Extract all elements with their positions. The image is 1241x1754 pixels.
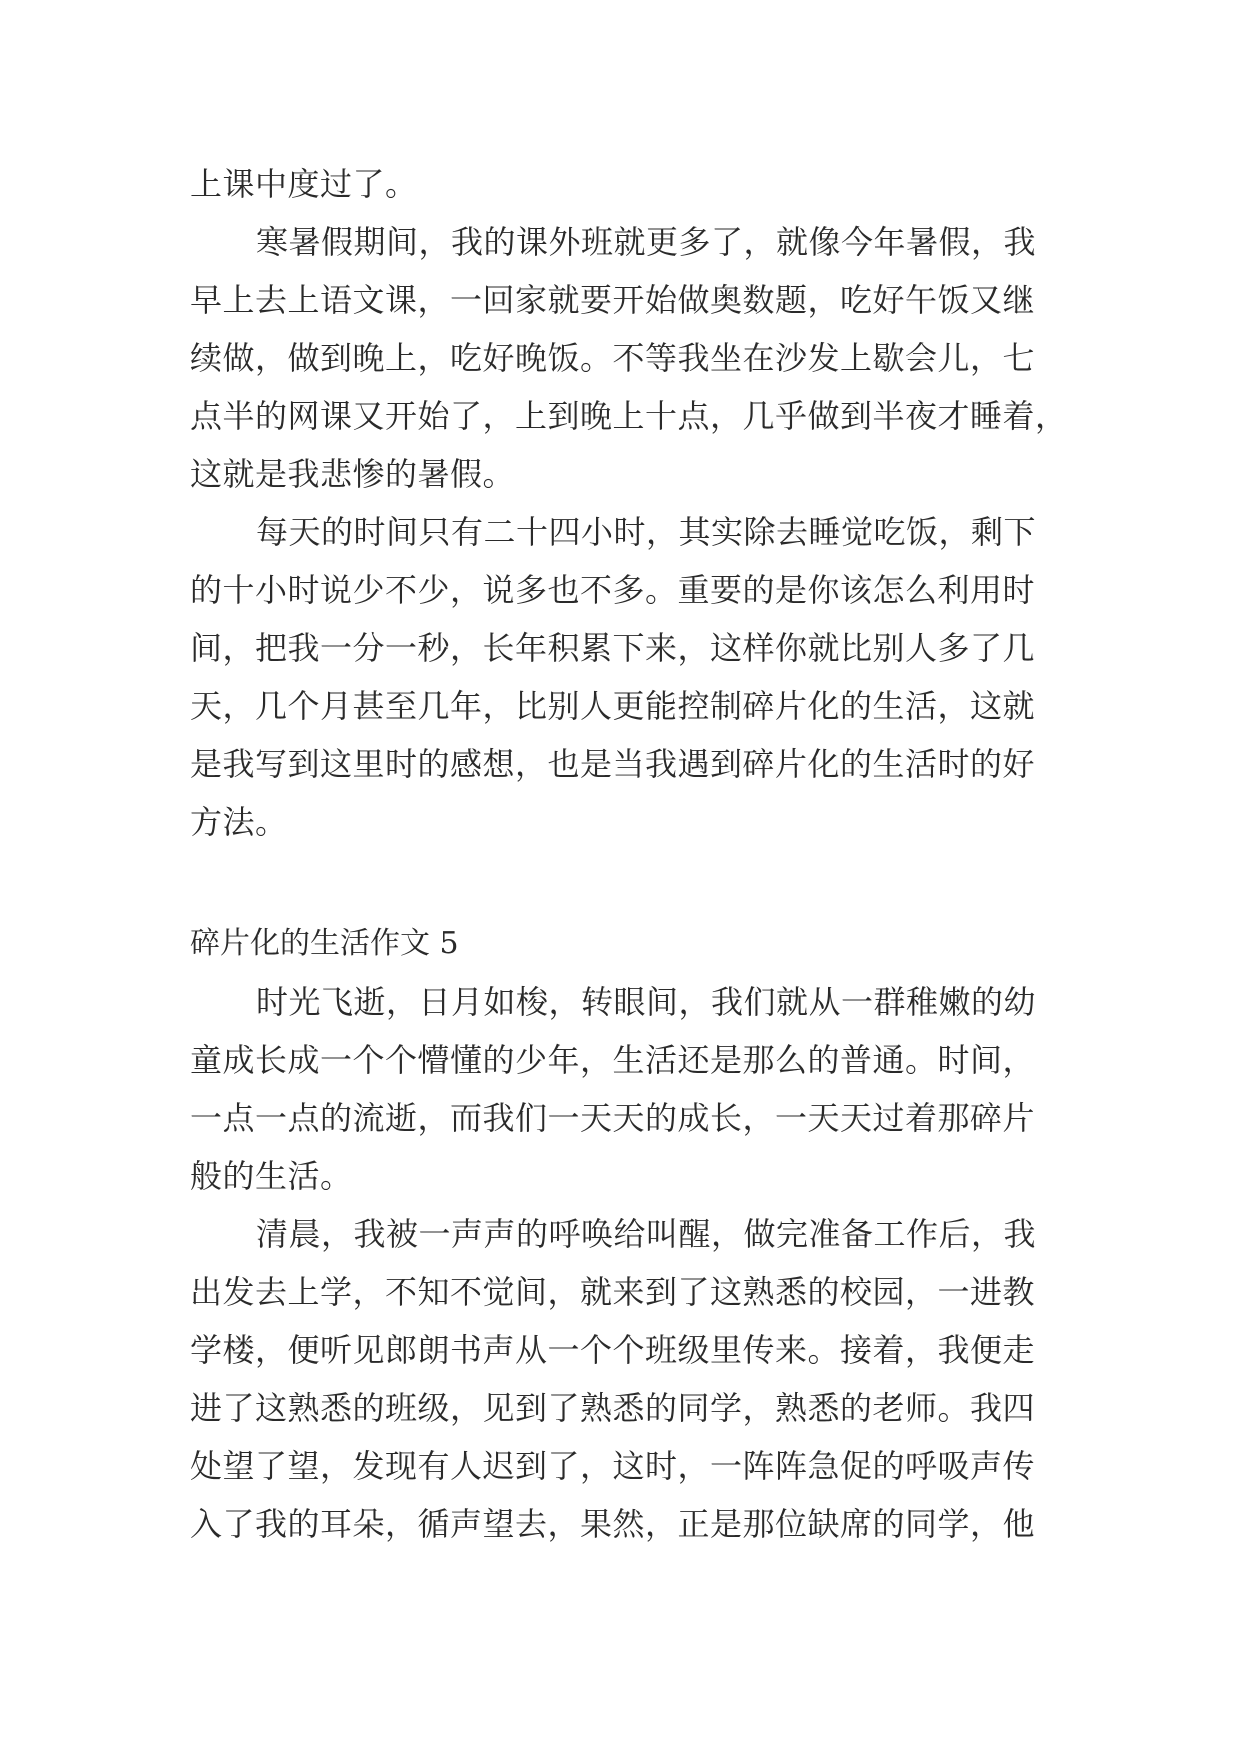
text-line: 点半的网课又开始了，上到晚上十点，几乎做到半夜才睡着， [190, 397, 1068, 435]
text-line: 间，把我一分一秒，长年积累下来，这样你就比别人多了几 [190, 629, 1036, 667]
text-line: 方法。 [190, 803, 288, 841]
text-line: 童成长成一个个懵懂的少年，生活还是那么的普通。时间， [190, 1041, 1036, 1079]
text-line: 上课中度过了。 [190, 165, 418, 203]
text-line: 的十小时说少不少，说多也不多。重要的是你该怎么利用时 [190, 571, 1036, 609]
text-line: 续做，做到晚上，吃好晚饭。不等我坐在沙发上歇会儿，七 [190, 339, 1036, 377]
essay-section-2 [190, 973, 1060, 1553]
paragraph-start-line: 寒暑假期间，我的课外班就更多了，就像今年暑假，我 [256, 223, 1037, 261]
text-line: 处望了望，发现有人迟到了，这时，一阵阵急促的呼吸声传 [190, 1447, 1036, 1485]
paragraph-start-line: 时光飞逝，日月如梭，转眼间，我们就从一群稚嫩的幼 [256, 983, 1037, 1021]
text-line: 入了我的耳朵，循声望去，果然，正是那位缺席的同学，他 [190, 1505, 1036, 1543]
text-line: 这就是我悲惨的暑假。 [190, 455, 516, 493]
section-heading: 碎片化的生活作文 5 [190, 926, 459, 961]
text-line: 天，几个月甚至几年，比别人更能控制碎片化的生活，这就 [190, 687, 1036, 725]
text-line: 出发去上学，不知不觉间，就来到了这熟悉的校园，一进教 [190, 1273, 1036, 1311]
paragraph-start-line: 清晨，我被一声声的呼唤给叫醒，做完准备工作后，我 [256, 1215, 1037, 1253]
essay-section-1 [190, 155, 1068, 851]
text-line: 早上去上语文课，一回家就要开始做奥数题，吃好午饭又继 [190, 281, 1036, 319]
text-line: 进了这熟悉的班级，见到了熟悉的同学，熟悉的老师。我四 [190, 1389, 1036, 1427]
text-line: 学楼，便听见郎朗书声从一个个班级里传来。接着，我便走 [190, 1331, 1036, 1369]
text-line: 是我写到这里时的感想，也是当我遇到碎片化的生活时的好 [190, 745, 1036, 783]
paragraph-start-line: 每天的时间只有二十四小时，其实除去睡觉吃饭，剩下 [256, 513, 1037, 551]
text-line: 一点一点的流逝，而我们一天天的成长，一天天过着那碎片 [190, 1099, 1036, 1137]
text-line: 般的生活。 [190, 1157, 353, 1195]
